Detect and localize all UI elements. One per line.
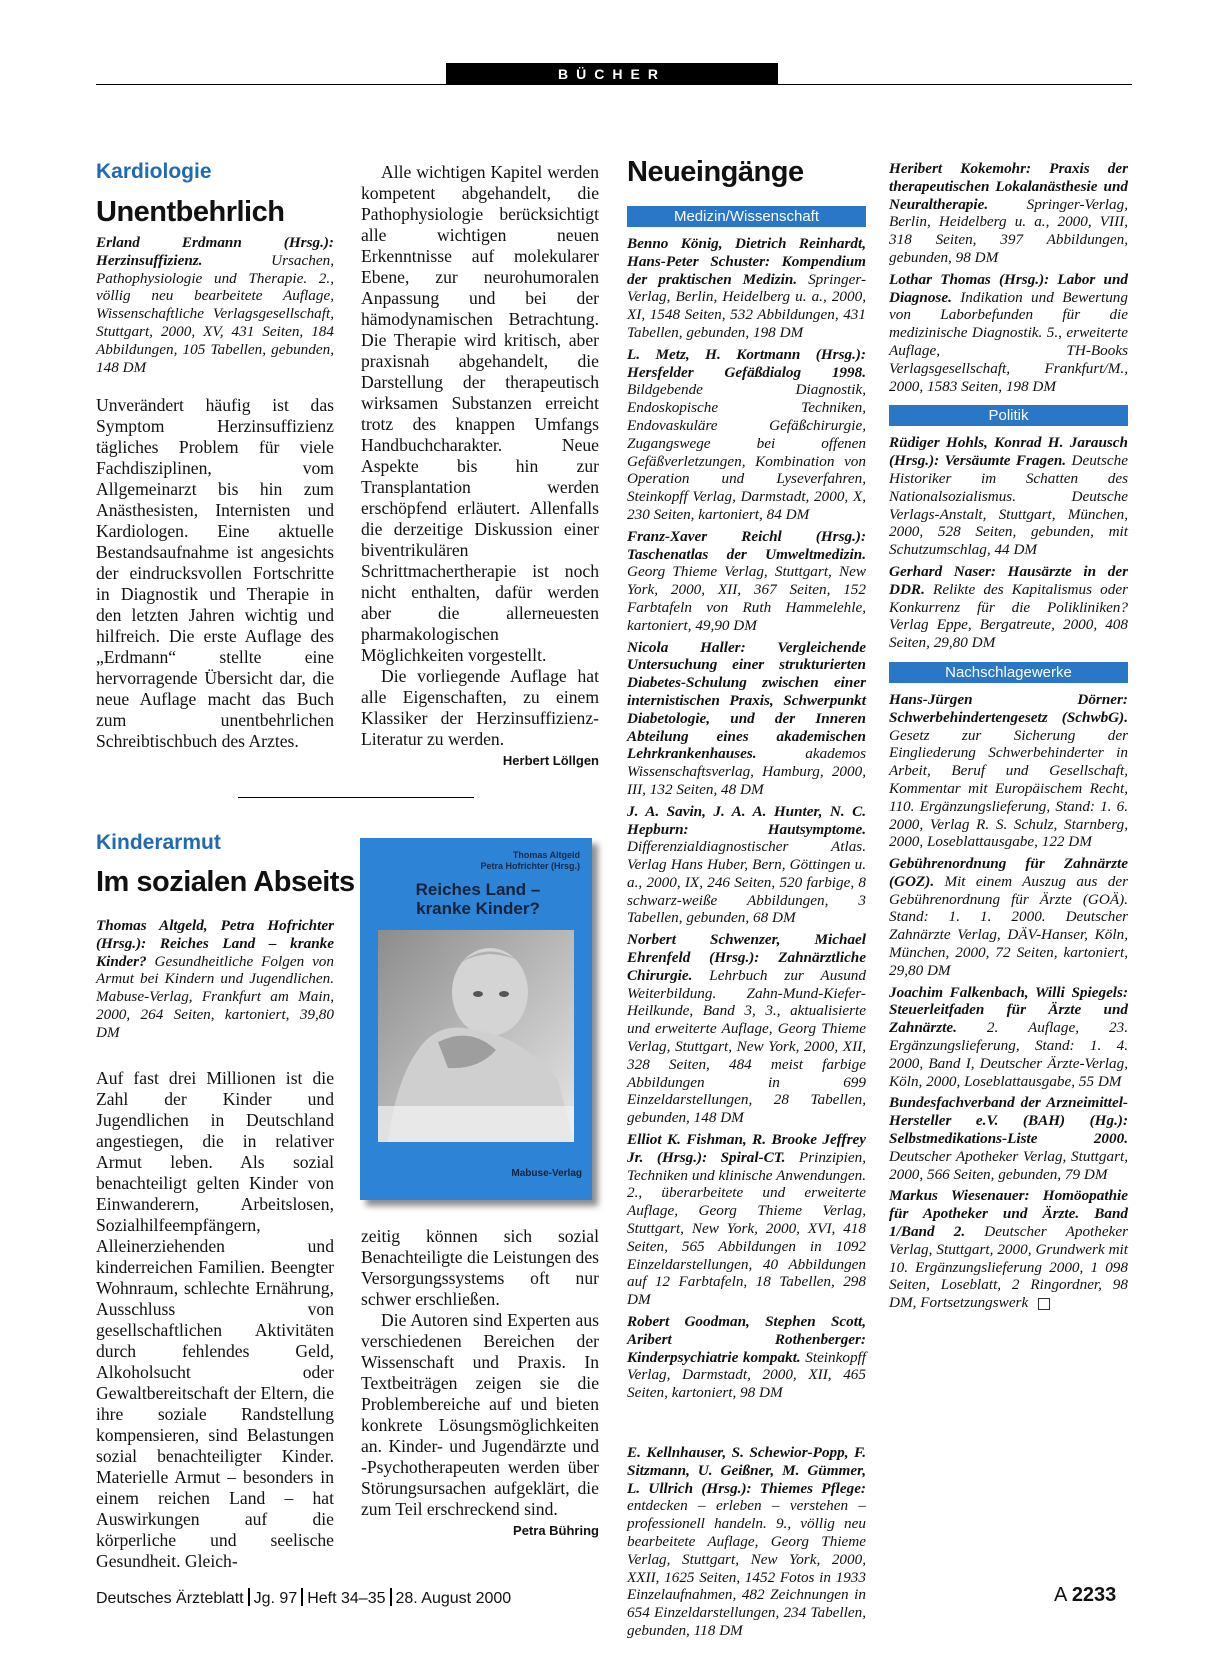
section-medizin-wissenschaft: Medizin/Wissenschaft: [627, 206, 866, 227]
section-title: BÜCHER: [558, 66, 666, 82]
list-item: Benno König, Dietrich Reinhardt, Hans-Peter Schuster: Kompendium der praktischen Medizin. Springer-Verlag, Berlin, Heidelberg u. a., 2000, XI, 1548 Seiten, 532 Abbildungen, 431 Tabellen, gebunden, 198 DM: [627, 235, 866, 341]
list-item: Lothar Thomas (Hrsg.): Labor und Diagnose. Indikation und Bewertung von Laborbefunden für die medizinische Diagnostik. 5., erweiterte Auflage, TH-Books Verlagsgesellschaft, Frankfurt/M., 2000, 1583 Seiten, 198 DM: [889, 270, 1128, 395]
review1-bibliography: [96, 234, 334, 376]
header-rule: [96, 84, 1132, 85]
list-item: Franz-Xaver Reichl (Hrsg.): Taschenatlas der Umweltmedizin. Georg Thieme Verlag, Stuttgart, New York, 2000, XII, 367 Seiten, 152 Farbtafeln von Ruth Hammelehle, kartoniert, 49,90 DM: [627, 527, 866, 634]
cover-publisher: Mabuse-Verlag: [511, 1168, 582, 1179]
review2-text-col1: [96, 1068, 334, 1572]
list-item: Joachim Falkenbach, Willi Spiegels: Steuerleitfaden für Ärzte und Zahnärzte. 2. Auflage, 23. Ergänzungslieferung, Stand: 1. 4. 2000, Band I, Deutscher Ärzte-Verlag, Köln, 2000, Loseblattausgabe, 55 DM: [889, 983, 1128, 1090]
list-item: J. A. Savin, J. A. A. Hunter, N. C. Hepburn: Hautsymptome. Differenzialdiagnostischer Atlas. Verlag Hans Huber, Bern, Göttingen u. a., 2000, IX, 246 Seiten, 520 farbige, 8 schwarz-weiße Abbildungen, 3 Tabellen, gebunden, 68 DM: [627, 802, 866, 927]
list-item: Robert Goodman, Stephen Scott, Aribert Rothenberger: Kinderpsychiatrie kompakt. Steinkopff Verlag, Darmstadt, 2000, XII, 465 Seiten, kartoniert, 98 DM: [627, 1313, 866, 1402]
list-item: L. Metz, H. Kortmann (Hrsg.): Hersfelder Gefäßdialog 1998. Bildgebende Diagnostik, Endoskopische Techniken, Endovaskuläre Gefäßchirurgie, Zugangswege bei offenen Gefäßverletzungen, Kombination von Operation und Lyseverfahren, Steinkopff Verlag, Darmstadt, 2000, X, 230 Seiten, kartoniert, 84 DM: [627, 345, 866, 523]
divider-rule: [238, 797, 474, 798]
review1-text-col1: [96, 395, 334, 752]
review1-book-title: Erland Erdmann (Hrsg.): Herzinsuffizienz.: [96, 234, 334, 269]
list-item: Heribert Kokemohr: Praxis der therapeutischen Lokalanästhesie und Neuraltherapie. Springer-Verlag, Berlin, Heidelberg u. a., 2000, VIII, 318 Seiten, 397 Abbildungen, gebunden, 98 DM: [889, 160, 1128, 266]
footer-citation: [96, 1588, 511, 1608]
thiemes-pflege-entry-start: [627, 1444, 866, 1640]
page-prefix: A: [1054, 1584, 1067, 1606]
section-nachschlagewerke: Nachschlagewerke: [889, 662, 1128, 683]
footer-issue: Heft 34–35: [307, 1590, 386, 1607]
review1-paragraph-1: Unverändert häufig ist das Symptom Herzinsuffizienz tägliches Problem für viele Fachdisziplinen, vom Allgemeinarzt bis hin zum Anästhesisten, Internisten und Kardiologen. Eine aktuelle Bestandsaufnahme ist angesichts der eindrucksvollen Fortschritte in Diagnostik und Therapie in den letzten Jahren wichtig und hilfreich. Die erste Auflage des „Erdmann“ stellte eine hervorragende Übersicht dar, die neue Auflage macht das Buch zum unentbehrlichen Schreibtischbuch des Arztes.: [96, 395, 334, 751]
page-number-value: 2233: [1071, 1584, 1117, 1606]
review2-book-details: Gesundheitliche Folgen von Armut bei Kindern und Jugendlichen. Mabuse-Verlag, Frankfurt am Main, 2000, 264 Seiten, kartoniert, 39,80 DM: [96, 952, 334, 1041]
book-cover-image: [360, 838, 592, 1200]
list-item: Gerhard Naser: Hausärzte in der DDR. Relikte des Kapitalismus oder Konkurrenz für die Polikliniken? Verlag Eppe, Bergatreute, 2000, 408 Seiten, 29,80 DM: [889, 562, 1128, 652]
medizin-entries: [627, 235, 866, 1402]
footer-date: 28. August 2000: [395, 1590, 512, 1607]
list-item: Nicola Haller: Vergleichende Untersuchung einer strukturierten Diabetes-Schulung zwischen einer internistischen Praxis, Schwerpunkt Diabetologie, und der Inneren Abteilung eines akademischen Lehrkrankenhauses. akademos Wissenschaftsverlag, Hamburg, 2000, III, 132 Seiten, 48 DM: [627, 638, 866, 798]
list-item: Gebührenordnung für Zahnärzte (GOZ). Mit einem Auszug aus der Gebührenordnung für Ärzte (GOÄ). Stand: 1. 1. 2000. Deutscher Zahnärzte Verlag, DÄV-Hanser, Köln, München, 2000, 72 Seiten, kartoniert, 29,80 DM: [889, 855, 1128, 979]
list-item: Bundesfachverband der Arzneimittel-Hersteller e.V. (BAH) (Hg.): Selbstmedikations-Liste 2000. Deutscher Apotheker Verlag, Stuttgart, 2000, 566 Seiten, gebunden, 79 DM: [889, 1094, 1128, 1183]
list-item: Norbert Schwenzer, Michael Ehrenfeld (Hrsg.): Zahnärztliche Chirurgie. Lehrbuch zur Ausund Weiterbildung. Zahn-Mund-Kiefer-Heilkunde, Band 3, 3., aktualisierte und erweiterte Auflage, Georg Thieme Verlag, Stuttgart, New York, 2000, XII, 328 Seiten, 484 meist farbige Abbildungen in 699 Einzeldarstellungen, 28 Tabellen, gebunden, 148 DM: [627, 931, 866, 1127]
footer-separator: [301, 1588, 303, 1606]
nachschlagewerke-entries: [889, 691, 1128, 1312]
review2-paragraph-2: Die Autoren sind Experten aus verschiedenen Bereichen der Wissenschaft und Praxis. In Textbeiträgen zeigen sie die Problembereiche auf und bieten konkrete Lösungsmöglichkeiten an. Kinder- und Jugendärzte und -Psychotherapeuten werden über Störungsursachen aufgeklärt, die zum Teil erschreckend sind. Petra Bühring: [361, 1310, 599, 1520]
cover-authors: Thomas Altgeld Petra Hofrichter (Hrsg.): [480, 850, 580, 871]
footer-separator: [248, 1588, 250, 1606]
end-of-article-box-icon: [1038, 1298, 1050, 1310]
review2-headline: Im sozialen Abseits: [96, 866, 355, 898]
list-item: Elliot K. Fishman, R. Brooke Jeffrey Jr. (Hrsg.): Spiral-CT. Prinzipien, Techniken und klinische Anwendungen. 2., überarbeitete und erweiterte Auflage, Georg Thieme Verlag, Stuttgart, New York, 2000, XVI, 418 Seiten, 565 Abbildungen in 1092 Einzeldarstellungen, 40 Abbildungen auf 12 Farbtafeln, 18 Tabellen, 298 DM: [627, 1131, 866, 1309]
review1-paragraph-3: Die vorliegende Auflage hat alle Eigenschaften, zu einem Klassiker der Herzinsuffizienz-Literatur zu werden. Herbert Löllgen: [361, 666, 599, 750]
review2-author: Petra Bühring: [513, 1523, 599, 1538]
list-item: Hans-Jürgen Dörner: Schwerbehindertengesetz (SchwbG). Gesetz zur Sicherung der Eingliederung Schwerbehinderter in Arbeit, Beruf und Gesellschaft, Kommentar mit Europäischem Recht, 110. Ergänzungslieferung, Stand: 1. 6. 2000, Verlag R. S. Schulz, Starnberg, 2000, Loseblattausgabe, 122 DM: [889, 690, 1128, 851]
footer-separator: [390, 1588, 392, 1606]
medizin-entries-continued: [889, 160, 1128, 395]
list-item: Rüdiger Hohls, Konrad H. Jarausch (Hrsg.): Versäumte Fragen. Deutsche Historiker im Schatten des Nationalsozialismus. Deutsche Verlags-Anstalt, Stuttgart, München, 2000, 528 Seiten, gebunden, mit Schutzumschlag, 44 DM: [889, 434, 1129, 559]
neueingaenge-col2: [889, 160, 1128, 1316]
section-politik: Politik: [889, 405, 1128, 426]
review1-author: Herbert Löllgen: [502, 753, 599, 768]
footer-journal: Deutsches Ärzteblatt: [96, 1590, 244, 1607]
review1-text-col2: [361, 162, 599, 771]
list-item: Markus Wiesenauer: Homöopathie für Apotheker und Ärzte. Band 1/Band 2. Deutscher Apotheker Verlag, Stuttgart, 2000, Grundwerk mit 10. Ergänzungslieferung 2000, 1 098 Seiten, Loseblatt, 2 Ringordner, 98 DM, Fortsetzungswerk: [889, 1187, 1128, 1312]
section-header-bar: [446, 63, 778, 85]
review1-kicker: Kardiologie: [96, 160, 212, 183]
review2-kicker: Kinderarmut: [96, 831, 221, 854]
review2-paragraph-1b: zeitig können sich sozial Benachteiligte die Leistungen des Versorgungssystems oft nur schwer erschließen.: [361, 1226, 599, 1309]
list-item: E. Kellnhauser, S. Schewior-Popp, F. Sitzmann, U. Geißner, M. Gümmer, L. Ullrich (Hrsg.): Thiemes Pflege: entdecken – erleben – verstehen – professionell handeln. 9., völlig neu bearbeitete Auflage, Georg Thieme Verlag, Stuttgart, New York, 2000, XXII, 1625 Seiten, 1452 Fotos in 1933 Einzelaufnahmen, 482 Zeichnungen in 654 Einzeldarstellungen, 234 Tabellen, gebunden, 118 DM: [627, 1444, 866, 1639]
neueingaenge-title: Neueingänge: [627, 156, 804, 188]
review2-bibliography: [96, 917, 334, 1042]
page-number: [1054, 1584, 1116, 1607]
review1-paragraph-2: Alle wichtigen Kapitel werden kompetent abgehandelt, die Pathophysiologie berücksichtigt alle wichtigen neuen Erkenntnisse auf molekularer Ebene, zur neurohumoralen Anpassung und bei der hämodynamischen Betrachtung. Die Therapie wird kritisch, aber praxisnah abgehandelt, die Darstellung der therapeutisch wirksamen Substanzen erreicht trotz des knappen Umfangs Handbuchcharakter. Neue Aspekte bis hin zur Transplantation werden erschöpfend erläutert. Allenfalls die derzeitige Diskussion einer biventrikulären Schrittmachertherapie ist noch nicht enthalten, dafür werden aber die allerneuesten pharmakologischen Möglichkeiten vorgestellt.: [361, 162, 599, 665]
review1-headline: Unentbehrlich: [96, 196, 285, 228]
review2-book-title: Thomas Altgeld, Petra Hofrichter (Hrsg.): Reiches Land – kranke Kinder?: [96, 917, 334, 970]
review2-text-col2: [361, 1226, 599, 1541]
review1-book-details: Ursachen, Pathophysiologie und Therapie. 2., völlig neu bearbeitete Auflage, Wissenschaftliche Verlagsgesellschaft, Stuttgart, 2000, XV, 431 Seiten, 184 Abbildungen, 105 Tabellen, gebunden, 148 DM: [96, 251, 334, 376]
politik-entries: [889, 434, 1128, 652]
review2-paragraph-1a: Auf fast drei Millionen ist die Zahl der Kinder und Jugendlichen in Deutschland angestiegen, die in relativer Armut leben. Als sozial benachteiligt gelten Kinder von Einwanderern, Arbeitslosen, Sozialhilfeempfängern, Alleinerziehenden und kinderreichen Familien. Beengter Wohnraum, schlechte Ernährung, Ausschluss von gesellschaftlichen Aktivitäten durch fehlendes Geld, Alkoholsucht oder Gewaltbereitschaft der Eltern, die ihre soziale Randstellung kompensieren, sind Belastungen sozial benachteiligter Kinder. Materielle Armut – besonders in einem reichen Land – hat Auswirkungen auf die körperliche und seelische Gesundheit. Gleich-: [96, 1068, 334, 1571]
cover-title: Reiches Land – kranke Kinder?: [415, 880, 541, 918]
footer-volume: Jg. 97: [253, 1590, 298, 1607]
cover-photo-child: [378, 930, 574, 1142]
neueingaenge-col1: [627, 206, 866, 1406]
